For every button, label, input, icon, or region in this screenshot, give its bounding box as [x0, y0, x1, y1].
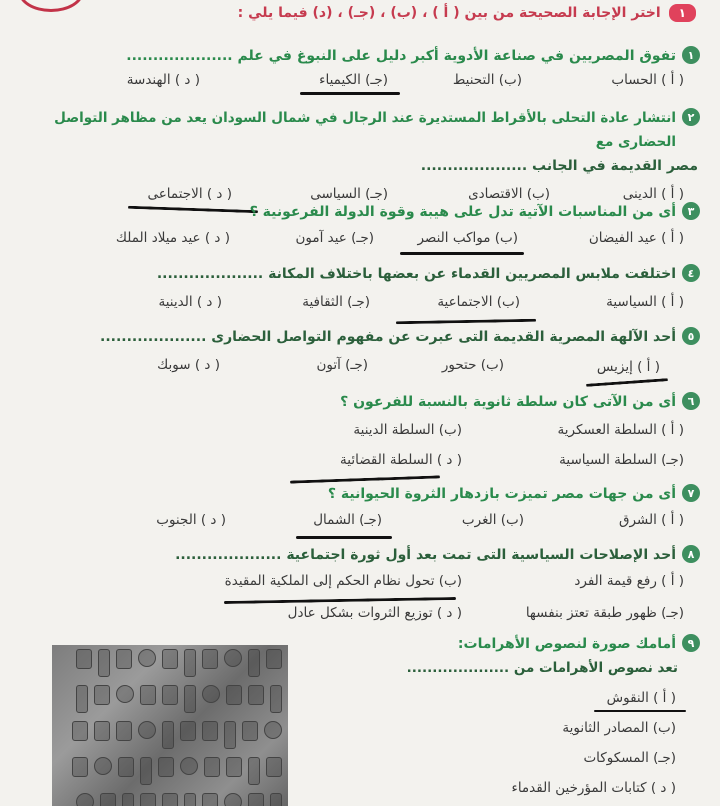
option-d[interactable]: ( د ) الهندسة [126, 72, 200, 88]
question-text: أى من الآتى كان سلطة ثانوية بالنسبة للفرعون ؟ [340, 394, 676, 410]
question-text-continued: مصر القديمة في الجانب .................... [420, 158, 698, 174]
option-a[interactable]: ( أ ) الدينى [622, 186, 684, 202]
option-c[interactable]: (جـ) ظهور طبقة تعتز بنفسها [525, 605, 684, 621]
question-1 [26, 44, 700, 96]
question-text: أى من المناسبات الآتية تدل على هيبة وقوة الدولة الفرعونية ؟ [249, 204, 676, 220]
answer-underline [300, 92, 400, 95]
option-d[interactable]: ( د ) الاجتماعى [147, 186, 232, 202]
answer-underline [396, 319, 536, 324]
option-b[interactable]: (ب) التحنيط [452, 72, 522, 88]
option-b[interactable]: (ب) السلطة الدينية [353, 422, 462, 438]
option-a[interactable]: ( أ ) السلطة العسكرية [557, 422, 684, 438]
question-number-badge: ٩ [682, 634, 700, 652]
question-number-badge: ٤ [682, 264, 700, 282]
option-a[interactable]: ( أ ) الحساب [611, 72, 684, 88]
option-b[interactable]: (ب) المصادر الثانوية [562, 720, 676, 736]
option-c[interactable]: (جـ) الثقافية [302, 294, 370, 310]
option-a[interactable]: ( أ ) رفع قيمة الفرد [574, 573, 684, 589]
answer-underline [296, 536, 392, 539]
option-b[interactable]: (ب) مواكب النصر [417, 230, 518, 246]
question-number-badge: ٥ [682, 327, 700, 345]
answer-underline [224, 597, 456, 604]
decorative-arc [18, 0, 84, 12]
option-a[interactable]: ( أ ) عيد الفيضان [588, 230, 684, 246]
option-a[interactable]: ( أ ) الشرق [619, 512, 684, 528]
option-d[interactable]: ( د ) الدينية [158, 294, 222, 310]
question-number-badge: ٢ [682, 108, 700, 126]
answer-underline [400, 252, 524, 255]
option-c[interactable]: (جـ) الشمال [313, 512, 382, 528]
question-text: أى من جهات مصر تميزت بازدهار الثروة الحيوانية ؟ [327, 486, 676, 502]
section-instruction: اختر الإجابة الصحيحة من بين ( أ ) ، (ب) ، (جـ) ، (د) فيما يلي : [237, 5, 661, 21]
question-text: انتشار عادة التحلى بالأقراط المستديرة عند الرجال في شمال السودان يعد من مظاهر التواصل الحضارى مع [54, 110, 676, 150]
option-b[interactable]: (ب) الغرب [461, 512, 524, 528]
option-a[interactable]: ( أ ) السياسية [606, 294, 684, 310]
question-8 [26, 543, 700, 629]
question-6 [26, 390, 700, 474]
section-number-badge: ١ [669, 4, 696, 22]
question-7 [26, 482, 700, 534]
section-header [238, 4, 696, 22]
question-text: اختلفت ملابس المصريين القدماء عن بعضها باختلاف المكانة .................... [156, 266, 676, 282]
option-c[interactable]: (جـ) عيد آمون [295, 230, 374, 246]
option-d[interactable]: ( د ) سوبك [157, 357, 220, 373]
option-d[interactable]: ( د ) السلطة القضائية [340, 452, 462, 468]
question-number-badge: ٨ [682, 545, 700, 563]
question-4 [26, 262, 700, 314]
option-c[interactable]: (جـ) السياسى [310, 186, 388, 202]
option-b[interactable]: (ب) الاقتصادى [468, 186, 550, 202]
question-text: أحد الآلهة المصرية القديمة التى عبرت عن مفهوم التواصل الحضارى .................... [100, 329, 676, 345]
option-a[interactable]: ( أ ) إيزيس [596, 359, 660, 375]
question-text: أمامك صورة لنصوص الأهرامات: [457, 636, 676, 652]
question-number-badge: ٧ [682, 484, 700, 502]
option-c[interactable]: (جـ) المسكوكات [583, 750, 676, 766]
question-text: تفوق المصريين في صناعة الأدوية أكبر دليل على النبوغ في علم .................... [126, 48, 676, 64]
question-number-badge: ٣ [682, 202, 700, 220]
question-5 [26, 325, 700, 377]
option-b[interactable]: (ب) الاجتماعية [437, 294, 520, 310]
question-number-badge: ٦ [682, 392, 700, 410]
option-c[interactable]: (جـ) آتون [316, 357, 368, 373]
option-d[interactable]: ( د ) كتابات المؤرخين القدماء [511, 780, 676, 796]
option-a[interactable]: ( أ ) النقوش [606, 690, 676, 706]
option-d[interactable]: ( د ) توزيع الثروات بشكل عادل [287, 605, 462, 621]
question-text-continued: تعد نصوص الأهرامات من .................... [406, 660, 678, 676]
question-number-badge: ١ [682, 46, 700, 64]
question-2 [26, 106, 700, 206]
answer-underline [594, 710, 686, 712]
question-text: أحد الإصلاحات السياسية التى تمت بعد أول ثورة اجتماعية .................... [175, 547, 676, 563]
option-d[interactable]: ( د ) الجنوب [156, 512, 226, 528]
option-b[interactable]: (ب) تحول نظام الحكم إلى الملكية المقيدة [224, 573, 462, 589]
option-c[interactable]: (جـ) الكيمياء [319, 72, 388, 88]
pyramid-texts-image [52, 645, 288, 806]
option-b[interactable]: (ب) حتحور [441, 357, 504, 373]
option-c[interactable]: (جـ) السلطة السياسية [559, 452, 684, 468]
question-3 [26, 200, 700, 252]
answer-underline [586, 378, 668, 387]
option-d[interactable]: ( د ) عيد ميلاد الملك [115, 230, 230, 246]
